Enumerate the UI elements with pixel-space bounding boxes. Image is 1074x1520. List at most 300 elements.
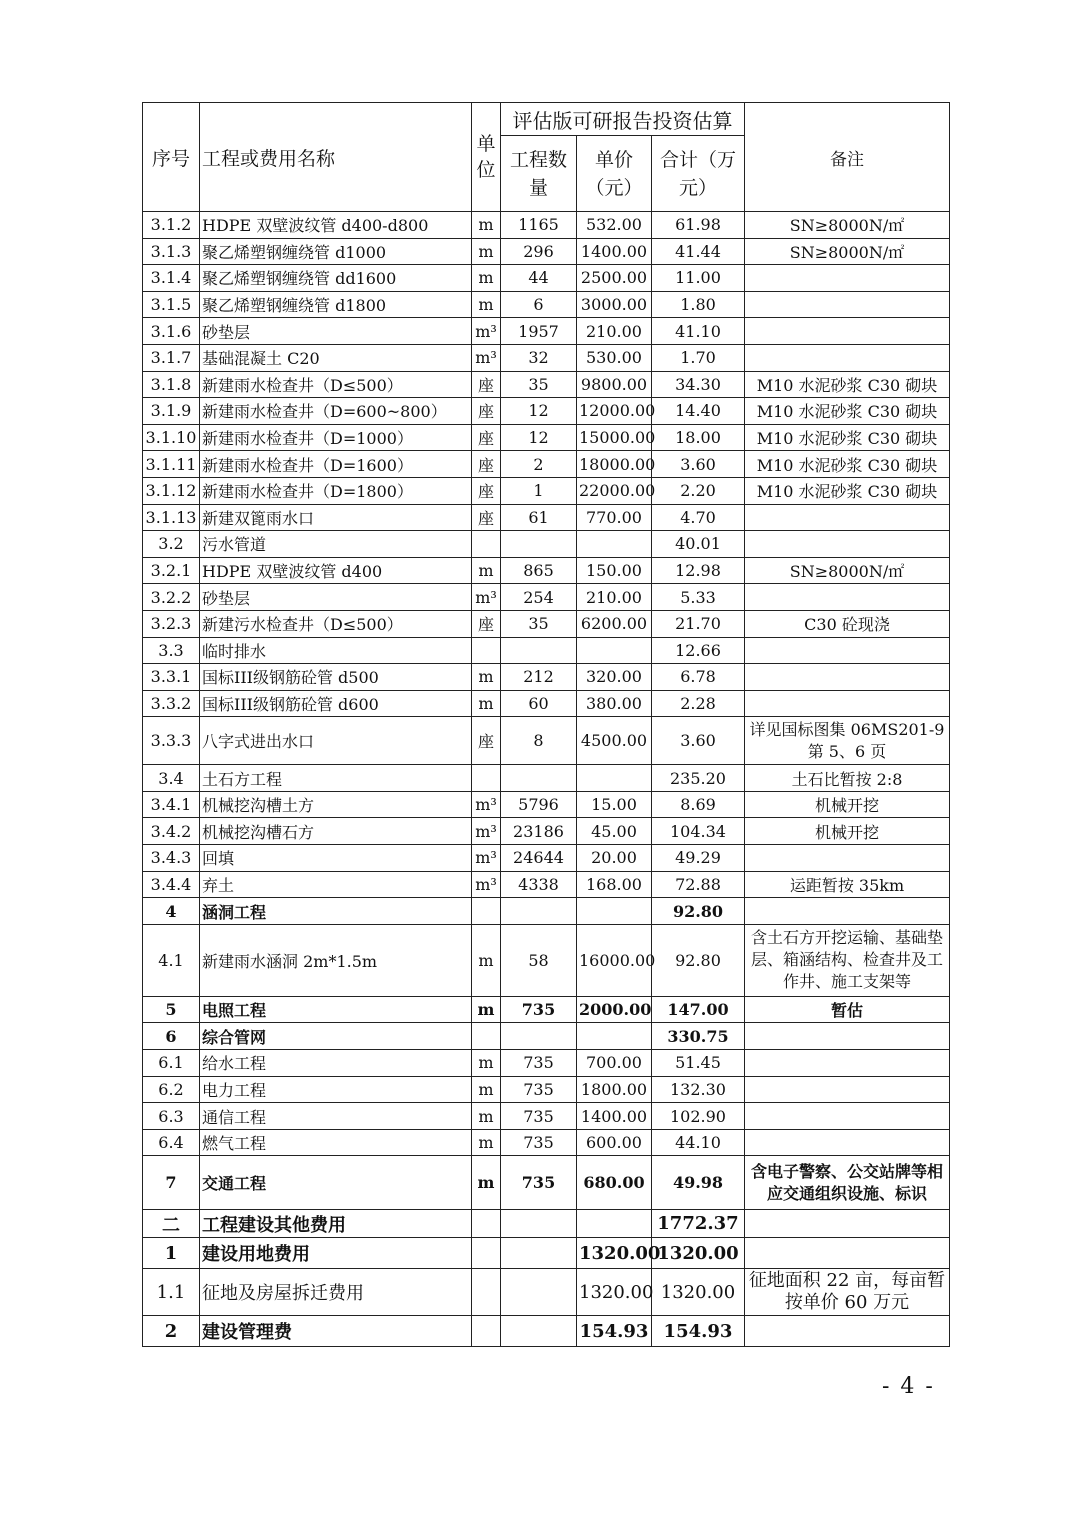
cell-unit <box>472 1238 501 1269</box>
table-row <box>143 610 950 637</box>
cell-no: 3.2 <box>143 531 200 558</box>
cell-qty: 12 <box>501 398 577 425</box>
cell-note <box>745 637 950 664</box>
cell-name: 新建雨水检查井（D=600~800） <box>200 398 472 425</box>
cell-price: 22000.00 <box>577 477 652 504</box>
cell-name: 建设管理费 <box>200 1316 472 1347</box>
table-row <box>143 557 950 584</box>
cell-note: 土石比暂按 2:8 <box>745 765 950 792</box>
cell-price: 600.00 <box>577 1129 652 1156</box>
table-row <box>143 1156 950 1210</box>
cell-qty <box>501 1316 577 1347</box>
cell-total: 102.90 <box>652 1103 745 1130</box>
cell-name: 工程建设其他费用 <box>200 1210 472 1238</box>
cell-name: 聚乙烯塑钢缠绕管 d1800 <box>200 291 472 318</box>
cell-unit <box>472 765 501 792</box>
cell-name: 燃气工程 <box>200 1129 472 1156</box>
cell-name: 弃土 <box>200 871 472 898</box>
cell-price: 1320.00 <box>577 1269 652 1316</box>
table-row <box>143 1103 950 1130</box>
table-row <box>143 371 950 398</box>
cell-note <box>745 1023 950 1050</box>
cell-unit: m <box>472 291 501 318</box>
cell-qty <box>501 1023 577 1050</box>
table-row <box>143 1129 950 1156</box>
cell-price: 18000.00 <box>577 451 652 478</box>
cell-total: 49.98 <box>652 1156 745 1210</box>
cell-name: 国标III级钢筋砼管 d600 <box>200 690 472 717</box>
cell-total: 330.75 <box>652 1023 745 1050</box>
cell-note: SN≥8000N/㎡ <box>745 212 950 239</box>
cell-total: 1.70 <box>652 344 745 371</box>
cell-note: 详见国标图集 06MS201-9 第 5、6 页 <box>745 717 950 765</box>
cell-name: 新建雨水涵洞 2m*1.5m <box>200 924 472 996</box>
cell-name: HDPE 双壁波纹管 d400 <box>200 557 472 584</box>
cell-no: 3.1.13 <box>143 504 200 531</box>
cell-price: 210.00 <box>577 318 652 345</box>
header-group-title: 评估版可研报告投资估算 <box>501 103 745 136</box>
cell-no: 3.1.12 <box>143 477 200 504</box>
cell-total: 3.60 <box>652 451 745 478</box>
cell-qty: 735 <box>501 1103 577 1130</box>
cell-no: 3.3.1 <box>143 664 200 691</box>
cell-note <box>745 1050 950 1077</box>
cell-note <box>745 265 950 292</box>
cell-note <box>745 344 950 371</box>
cell-price: 1800.00 <box>577 1076 652 1103</box>
cell-price <box>577 1210 652 1238</box>
cell-qty <box>501 1238 577 1269</box>
cell-total: 41.10 <box>652 318 745 345</box>
cell-no: 4 <box>143 898 200 925</box>
cell-note: 机械开挖 <box>745 791 950 818</box>
cell-name: 土石方工程 <box>200 765 472 792</box>
cell-qty <box>501 637 577 664</box>
table-row <box>143 1238 950 1269</box>
cell-unit: m <box>472 1076 501 1103</box>
cell-no: 7 <box>143 1156 200 1210</box>
cell-price: 380.00 <box>577 690 652 717</box>
cell-total: 14.40 <box>652 398 745 425</box>
table-row <box>143 398 950 425</box>
table-row <box>143 531 950 558</box>
cell-total: 1.80 <box>652 291 745 318</box>
cell-no: 3.1.5 <box>143 291 200 318</box>
cell-price <box>577 531 652 558</box>
cell-price <box>577 765 652 792</box>
cell-no: 3.4.3 <box>143 845 200 872</box>
cell-note <box>745 1238 950 1269</box>
cell-qty: 212 <box>501 664 577 691</box>
cell-qty: 6 <box>501 291 577 318</box>
cell-note: 运距暂按 35km <box>745 871 950 898</box>
cell-note <box>745 1129 950 1156</box>
cell-total: 72.88 <box>652 871 745 898</box>
cell-price: 15000.00 <box>577 424 652 451</box>
cell-total: 51.45 <box>652 1050 745 1077</box>
cell-note: M10 水泥砂浆 C30 砌块 <box>745 451 950 478</box>
cell-no: 3.1.6 <box>143 318 200 345</box>
cell-note <box>745 291 950 318</box>
cell-note: M10 水泥砂浆 C30 砌块 <box>745 424 950 451</box>
cell-note <box>745 1210 950 1238</box>
cell-name: 电照工程 <box>200 996 472 1023</box>
cell-unit: 座 <box>472 424 501 451</box>
cell-unit: m³ <box>472 845 501 872</box>
cell-no: 3.1.11 <box>143 451 200 478</box>
table-row <box>143 898 950 925</box>
cell-note: M10 水泥砂浆 C30 砌块 <box>745 398 950 425</box>
investment-estimate-table <box>142 102 950 1347</box>
cell-note: 征地面积 22 亩，每亩暂按单价 60 万元 <box>745 1269 950 1316</box>
cell-qty: 44 <box>501 265 577 292</box>
cell-no: 3.1.4 <box>143 265 200 292</box>
table-row <box>143 212 950 239</box>
cell-unit: m <box>472 212 501 239</box>
cell-total: 235.20 <box>652 765 745 792</box>
table-row <box>143 871 950 898</box>
cell-unit: 座 <box>472 477 501 504</box>
cell-no: 3.1.2 <box>143 212 200 239</box>
cell-no: 3.4 <box>143 765 200 792</box>
cell-no: 3.4.4 <box>143 871 200 898</box>
cell-unit <box>472 1316 501 1347</box>
cell-total: 44.10 <box>652 1129 745 1156</box>
cell-no: 3.1.8 <box>143 371 200 398</box>
cell-note <box>745 898 950 925</box>
cell-note <box>745 584 950 611</box>
cell-total: 40.01 <box>652 531 745 558</box>
cell-no: 3.2.2 <box>143 584 200 611</box>
cell-qty: 12 <box>501 424 577 451</box>
cell-unit: 座 <box>472 371 501 398</box>
cell-qty: 865 <box>501 557 577 584</box>
cell-total: 12.98 <box>652 557 745 584</box>
table-row <box>143 344 950 371</box>
table-row <box>143 637 950 664</box>
cell-price: 154.93 <box>577 1316 652 1347</box>
cell-unit: 座 <box>472 451 501 478</box>
cell-qty <box>501 531 577 558</box>
cell-no: 1.1 <box>143 1269 200 1316</box>
cell-price: 530.00 <box>577 344 652 371</box>
cell-no: 6.2 <box>143 1076 200 1103</box>
cell-note <box>745 1316 950 1347</box>
cell-no: 3.4.1 <box>143 791 200 818</box>
cell-qty: 1165 <box>501 212 577 239</box>
cell-price: 320.00 <box>577 664 652 691</box>
cell-price: 20.00 <box>577 845 652 872</box>
cell-unit: 座 <box>472 398 501 425</box>
cell-qty: 35 <box>501 371 577 398</box>
cell-price: 6200.00 <box>577 610 652 637</box>
cell-unit <box>472 1269 501 1316</box>
cell-note: 暂估 <box>745 996 950 1023</box>
table-row <box>143 1316 950 1347</box>
cell-qty: 61 <box>501 504 577 531</box>
cell-no: 1 <box>143 1238 200 1269</box>
header-col-total: 合计（万元） <box>652 136 745 212</box>
cell-total: 92.80 <box>652 898 745 925</box>
cell-name: 新建污水检查井（D≤500） <box>200 610 472 637</box>
cell-unit: m³ <box>472 818 501 845</box>
cell-price: 168.00 <box>577 871 652 898</box>
cell-no: 3.3.3 <box>143 717 200 765</box>
cell-total: 1320.00 <box>652 1269 745 1316</box>
cell-unit <box>472 531 501 558</box>
cell-name: HDPE 双壁波纹管 d400-d800 <box>200 212 472 239</box>
cell-note <box>745 845 950 872</box>
cell-qty: 32 <box>501 344 577 371</box>
cell-unit: 座 <box>472 717 501 765</box>
header-col-qty: 工程数量 <box>501 136 577 212</box>
cell-name: 通信工程 <box>200 1103 472 1130</box>
cell-qty: 35 <box>501 610 577 637</box>
cell-name: 聚乙烯塑钢缠绕管 dd1600 <box>200 265 472 292</box>
cell-unit <box>472 898 501 925</box>
cell-price: 770.00 <box>577 504 652 531</box>
cell-total: 18.00 <box>652 424 745 451</box>
cell-name: 新建雨水检查井（D≤500） <box>200 371 472 398</box>
cell-total: 8.69 <box>652 791 745 818</box>
cell-price: 1400.00 <box>577 1103 652 1130</box>
table-row <box>143 1269 950 1316</box>
cell-qty: 735 <box>501 1156 577 1210</box>
table-row <box>143 477 950 504</box>
header-col-unit: 单 位 <box>472 103 501 212</box>
table-row <box>143 690 950 717</box>
cell-name: 基础混凝土 C20 <box>200 344 472 371</box>
cell-note <box>745 690 950 717</box>
header-col-note: 备注 <box>745 103 950 212</box>
cell-total: 132.30 <box>652 1076 745 1103</box>
cell-price: 1320.00 <box>577 1238 652 1269</box>
cell-qty: 735 <box>501 1129 577 1156</box>
cell-price <box>577 637 652 664</box>
table-row <box>143 238 950 265</box>
cell-total: 1772.37 <box>652 1210 745 1238</box>
cell-unit <box>472 1210 501 1238</box>
cell-note <box>745 1103 950 1130</box>
cell-price: 680.00 <box>577 1156 652 1210</box>
cell-name: 污水管道 <box>200 531 472 558</box>
cell-total: 34.30 <box>652 371 745 398</box>
cell-name: 给水工程 <box>200 1050 472 1077</box>
cell-name: 八字式进出水口 <box>200 717 472 765</box>
cell-total: 2.20 <box>652 477 745 504</box>
cell-unit: m³ <box>472 584 501 611</box>
cell-price: 1400.00 <box>577 238 652 265</box>
cell-total: 104.34 <box>652 818 745 845</box>
cell-qty: 2 <box>501 451 577 478</box>
cell-total: 147.00 <box>652 996 745 1023</box>
page-number: - 4 - <box>882 1374 935 1399</box>
cell-note: C30 砼现浇 <box>745 610 950 637</box>
cell-qty: 296 <box>501 238 577 265</box>
cell-total: 3.60 <box>652 717 745 765</box>
cell-name: 新建雨水检查井（D=1000） <box>200 424 472 451</box>
table-row <box>143 584 950 611</box>
cell-qty: 735 <box>501 996 577 1023</box>
header-col-no: 序号 <box>143 103 200 212</box>
cell-qty: 60 <box>501 690 577 717</box>
cell-name: 电力工程 <box>200 1076 472 1103</box>
cell-no: 二 <box>143 1210 200 1238</box>
cell-unit: m <box>472 557 501 584</box>
cell-price: 2000.00 <box>577 996 652 1023</box>
table-row <box>143 818 950 845</box>
cell-unit: m <box>472 238 501 265</box>
cell-note <box>745 664 950 691</box>
cell-unit: m <box>472 265 501 292</box>
cell-no: 3.2.1 <box>143 557 200 584</box>
cell-name: 新建双篦雨水口 <box>200 504 472 531</box>
cell-price: 532.00 <box>577 212 652 239</box>
cell-name: 国标III级钢筋砼管 d500 <box>200 664 472 691</box>
cell-qty <box>501 1210 577 1238</box>
cell-name: 建设用地费用 <box>200 1238 472 1269</box>
cell-price: 45.00 <box>577 818 652 845</box>
cell-name: 临时排水 <box>200 637 472 664</box>
cell-total: 11.00 <box>652 265 745 292</box>
cell-price: 4500.00 <box>577 717 652 765</box>
cell-no: 3.1.7 <box>143 344 200 371</box>
cell-name: 回填 <box>200 845 472 872</box>
cell-total: 154.93 <box>652 1316 745 1347</box>
cell-note: SN≥8000N/㎡ <box>745 238 950 265</box>
cell-name: 综合管网 <box>200 1023 472 1050</box>
cell-unit: m <box>472 1050 501 1077</box>
table-row <box>143 996 950 1023</box>
table-row <box>143 1076 950 1103</box>
cell-no: 6.3 <box>143 1103 200 1130</box>
cell-no: 3.2.3 <box>143 610 200 637</box>
cell-no: 3.1.9 <box>143 398 200 425</box>
cell-note <box>745 531 950 558</box>
cell-total: 92.80 <box>652 924 745 996</box>
table-row <box>143 664 950 691</box>
cell-note <box>745 504 950 531</box>
table-row <box>143 717 950 765</box>
cell-note: M10 水泥砂浆 C30 砌块 <box>745 371 950 398</box>
cell-price: 3000.00 <box>577 291 652 318</box>
cell-name: 新建雨水检查井（D=1800） <box>200 477 472 504</box>
table-row <box>143 791 950 818</box>
cell-total: 41.44 <box>652 238 745 265</box>
table-row <box>143 424 950 451</box>
cell-name: 砂垫层 <box>200 318 472 345</box>
cell-total: 61.98 <box>652 212 745 239</box>
cell-no: 3.4.2 <box>143 818 200 845</box>
cell-unit: m³ <box>472 318 501 345</box>
cell-price <box>577 1023 652 1050</box>
cell-name: 涵洞工程 <box>200 898 472 925</box>
cell-qty: 23186 <box>501 818 577 845</box>
table-row <box>143 318 950 345</box>
cell-price: 150.00 <box>577 557 652 584</box>
cell-qty: 4338 <box>501 871 577 898</box>
cell-qty: 735 <box>501 1076 577 1103</box>
cell-price <box>577 898 652 925</box>
cell-name: 征地及房屋拆迁费用 <box>200 1269 472 1316</box>
cell-qty <box>501 898 577 925</box>
cell-price: 15.00 <box>577 791 652 818</box>
table-row <box>143 1023 950 1050</box>
cell-note: M10 水泥砂浆 C30 砌块 <box>745 477 950 504</box>
cell-price: 16000.00 <box>577 924 652 996</box>
cell-total: 4.70 <box>652 504 745 531</box>
cell-no: 4.1 <box>143 924 200 996</box>
cell-unit: m <box>472 690 501 717</box>
cell-no: 6.1 <box>143 1050 200 1077</box>
cell-name: 机械挖沟槽土方 <box>200 791 472 818</box>
cell-note: 机械开挖 <box>745 818 950 845</box>
cell-note: SN≥8000N/㎡ <box>745 557 950 584</box>
cell-qty: 5796 <box>501 791 577 818</box>
cell-qty: 254 <box>501 584 577 611</box>
cell-name: 砂垫层 <box>200 584 472 611</box>
cell-qty: 735 <box>501 1050 577 1077</box>
cell-name: 聚乙烯塑钢缠绕管 d1000 <box>200 238 472 265</box>
table-row <box>143 845 950 872</box>
table-row <box>143 924 950 996</box>
header-col-price: 单价（元） <box>577 136 652 212</box>
table-row <box>143 1210 950 1238</box>
cell-unit <box>472 637 501 664</box>
cell-no: 2 <box>143 1316 200 1347</box>
cell-note <box>745 318 950 345</box>
cell-qty: 58 <box>501 924 577 996</box>
cell-qty: 24644 <box>501 845 577 872</box>
cell-total: 2.28 <box>652 690 745 717</box>
cell-unit: m³ <box>472 791 501 818</box>
cell-price: 210.00 <box>577 584 652 611</box>
cell-unit: m <box>472 1156 501 1210</box>
cell-no: 3.3.2 <box>143 690 200 717</box>
table-row <box>143 504 950 531</box>
cell-unit: m <box>472 924 501 996</box>
cell-price: 9800.00 <box>577 371 652 398</box>
cell-note: 含土石方开挖运输、基础垫层、箱涵结构、检查井及工作井、施工支架等 <box>745 924 950 996</box>
cell-qty <box>501 1269 577 1316</box>
cell-total: 12.66 <box>652 637 745 664</box>
cell-qty: 1 <box>501 477 577 504</box>
cell-no: 5 <box>143 996 200 1023</box>
table-body <box>143 212 950 1347</box>
cell-note: 含电子警察、公交站牌等相应交通组织设施、标识 <box>745 1156 950 1210</box>
cell-unit <box>472 1023 501 1050</box>
table-row <box>143 291 950 318</box>
cell-no: 3.3 <box>143 637 200 664</box>
cell-name: 机械挖沟槽石方 <box>200 818 472 845</box>
cell-total: 5.33 <box>652 584 745 611</box>
table-row <box>143 765 950 792</box>
cell-unit: 座 <box>472 504 501 531</box>
cell-unit: m <box>472 664 501 691</box>
cell-unit: m <box>472 1129 501 1156</box>
cell-qty <box>501 765 577 792</box>
cell-total: 49.29 <box>652 845 745 872</box>
cell-no: 6.4 <box>143 1129 200 1156</box>
cell-price: 700.00 <box>577 1050 652 1077</box>
cell-unit: m³ <box>472 871 501 898</box>
cell-note <box>745 1076 950 1103</box>
cell-no: 6 <box>143 1023 200 1050</box>
table-row <box>143 451 950 478</box>
cell-price: 12000.00 <box>577 398 652 425</box>
table-row <box>143 265 950 292</box>
cell-no: 3.1.10 <box>143 424 200 451</box>
